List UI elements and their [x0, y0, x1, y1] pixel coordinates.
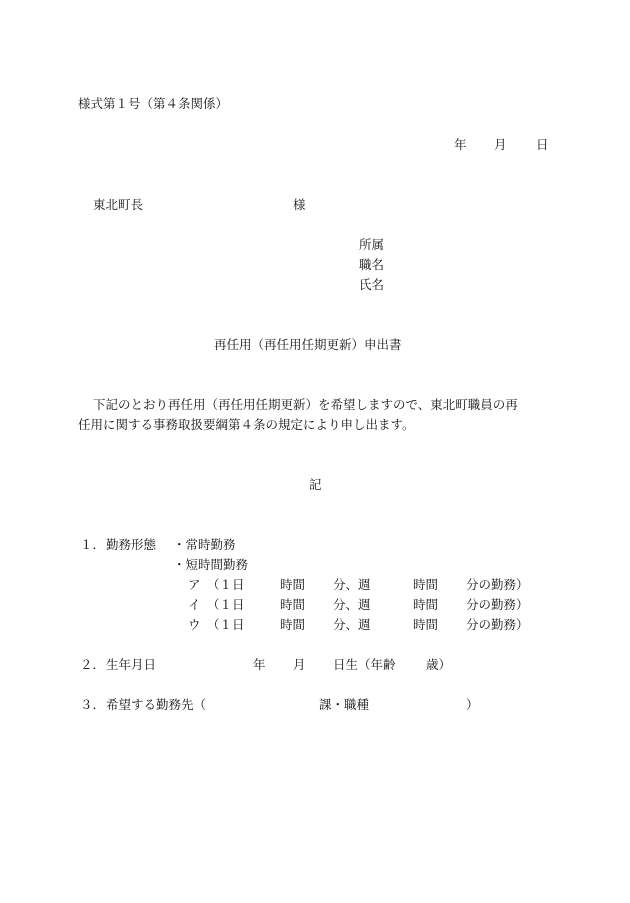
- date-month-label: 月: [494, 137, 507, 152]
- item-2-label: 生年月日: [106, 657, 157, 672]
- affiliation-label: 所属: [359, 237, 385, 252]
- option-day: （１日: [207, 617, 245, 632]
- item-3-label: 希望する勤務先（: [106, 697, 207, 712]
- body-line-2: 任用に関する事務取扱要綱第４条の規定により申し出ます。: [78, 417, 415, 432]
- addressee-honorific: 様: [293, 197, 306, 212]
- option-tail: 分の勤務）: [466, 577, 529, 592]
- option-minutes: 分、週: [333, 597, 371, 612]
- date-year-label: 年: [454, 137, 467, 152]
- option-minutes: 分、週: [333, 617, 371, 632]
- position-label: 職名: [359, 257, 385, 272]
- option-hours2: 時間: [413, 597, 439, 612]
- applicant-name-label: 氏名: [359, 277, 385, 292]
- option-minutes: 分、週: [333, 577, 371, 592]
- option-kana: ア: [188, 577, 201, 592]
- option-kana: イ: [188, 597, 201, 612]
- option-tail: 分の勤務）: [466, 597, 529, 612]
- fulltime-option: ・常時勤務: [173, 537, 236, 552]
- option-hours: 時間: [280, 577, 306, 592]
- shorttime-option: ・短時間勤務: [173, 557, 249, 572]
- item-3-number: ３．: [80, 697, 106, 712]
- option-hours2: 時間: [413, 577, 439, 592]
- option-day: （１日: [207, 597, 245, 612]
- option-hours: 時間: [280, 617, 306, 632]
- date-day-label: 日: [536, 137, 549, 152]
- option-hours: 時間: [280, 597, 306, 612]
- birth-day-age-label: 日生（年齢: [333, 657, 396, 672]
- option-tail: 分の勤務）: [466, 617, 529, 632]
- addressee-name: 東北町長: [93, 197, 144, 212]
- item-2-number: ２．: [80, 657, 106, 672]
- option-kana: ウ: [188, 617, 201, 632]
- option-hours2: 時間: [413, 617, 439, 632]
- item-1-label: 勤務形態: [106, 537, 157, 552]
- section-label: 課・職種: [319, 697, 370, 712]
- age-end-label: 歳）: [426, 657, 452, 672]
- option-day: （１日: [207, 577, 245, 592]
- ki-heading: 記: [309, 477, 322, 492]
- document-title: 再任用（再任用任期更新）申出書: [214, 337, 402, 352]
- item-1-number: １．: [80, 537, 106, 552]
- body-line-1: 下記のとおり再任用（再任用任期更新）を希望しますので、東北町職員の再: [93, 397, 518, 412]
- birth-year-label: 年: [253, 657, 266, 672]
- form-number: 様式第１号（第４条関係）: [78, 96, 229, 111]
- birth-month-label: 月: [293, 657, 306, 672]
- close-paren: ）: [466, 697, 479, 712]
